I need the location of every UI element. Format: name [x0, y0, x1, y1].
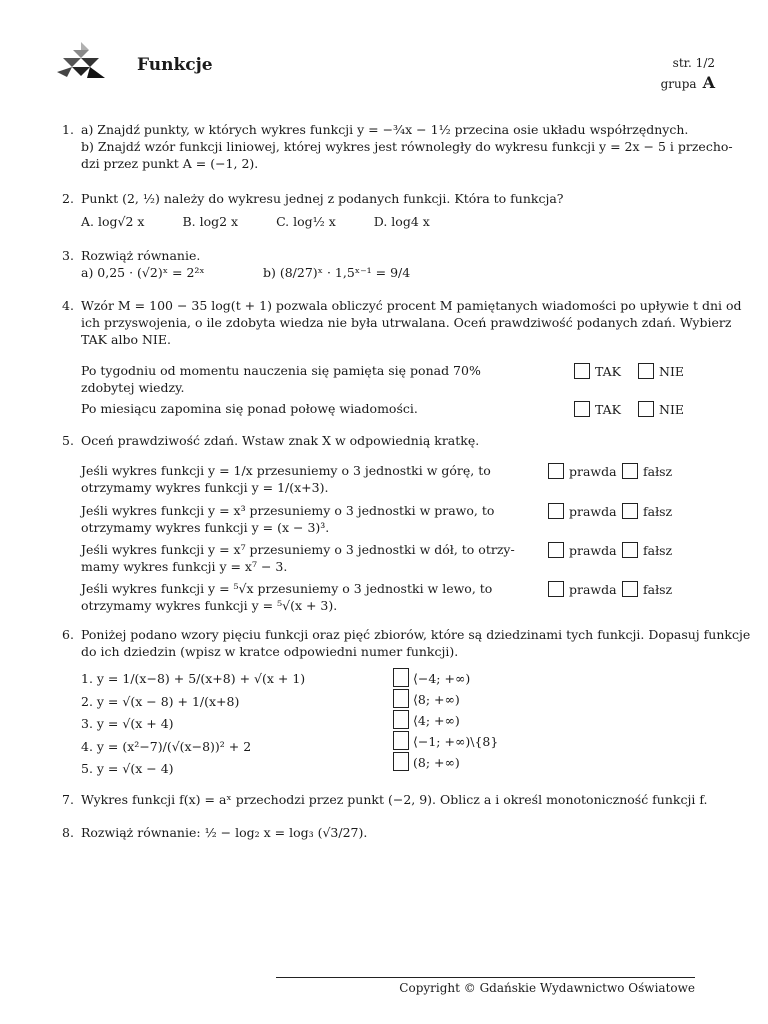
task-number: 3. — [62, 248, 74, 263]
task-1b: b) Znajdź wzór funkcji liniowej, której wykres jest równoległy do wykresu funkcji y = 2x − 5 i przecho- — [81, 139, 733, 154]
false-checkbox[interactable] — [622, 542, 638, 558]
publisher-logo — [55, 40, 107, 84]
task-3a: a) 0,25 · (√2)ˣ = 2²ˣ — [81, 265, 205, 280]
task-4-line-2: ich przyswojenia, o ile zdobyta wiedza nie była utrwalana. Oceń prawdziwość podanych zdań. Wybierz — [81, 315, 732, 330]
task-5-statements: Jeśli wykres funkcji y = 1/x przesuniemy o 3 jednostki w górę, to otrzymamy wykres funkcji y = 1/(x+3). prawda fałsz Jeśli wykres funkcji y = x³ przesuniemy o 3 jednostki w prawo, to otrzymamy wykres funkcji y = (x − 3)³. prawda fałsz Jeśli wykres funkcji y = x⁷ przesuniemy o 3 jednostki w dół, to otrzy- mamy wykres funkcji y = x⁷ − 3. prawda fałsz Jeśli wykres funkcji y = ⁵√x przesuniemy o 3 jednostki w lewo, to otrzymamy wykres funkcji y = ⁵√(x + 3). prawda fałsz — [81, 463, 673, 613]
task-number: 6. — [62, 627, 74, 642]
task-4-line-3: TAK albo NIE. — [81, 332, 171, 347]
footer-divider — [276, 977, 695, 978]
statement: Po miesiącu zapomina się ponad połowę wiadomości. — [81, 401, 418, 416]
option-a: A. log√2 x — [81, 214, 145, 229]
group-label: grupa A — [660, 73, 715, 92]
function-item: 4. y = (x²−7)/(√(x−8))² + 2 — [81, 738, 252, 754]
domain-answer-box[interactable] — [393, 710, 409, 729]
function-item: 1. y = 1/(x−8) + 5/(x+8) + √(x + 1) — [81, 671, 306, 686]
no-checkbox[interactable] — [638, 363, 654, 379]
task-8-text: Rozwiąż równanie: ½ − log₂ x = log₃ (√3/27). — [81, 825, 368, 840]
domain: (8; +∞) — [413, 755, 460, 770]
task-4-line-1: Wzór M = 100 − 35 log(t + 1) pozwala obliczyć procent M pamiętanych wiadomości po upływie t dni od — [81, 298, 742, 313]
task-1a: a) Znajdź punkty, w których wykres funkcji y = −¾x − 1½ przecina osie układu współrzędnych. — [81, 122, 689, 137]
option-b: B. log2 x — [182, 214, 239, 229]
function-list — [81, 668, 305, 781]
true-checkbox[interactable] — [548, 503, 564, 519]
task-7-text: Wykres funkcji f(x) = aˣ przechodzi przez punkt (−2, 9). Oblicz a i określ monotoniczność funkcji f. — [81, 792, 708, 807]
domain: ⟨8; +∞) — [413, 692, 460, 707]
task-2-options — [81, 213, 691, 230]
domain-answer-box[interactable] — [393, 731, 409, 750]
false-checkbox[interactable] — [622, 581, 638, 597]
task-3b: b) (8/27)ˣ · 1,5ˣ⁻¹ = 9/4 — [263, 265, 411, 280]
task-number: 4. — [62, 298, 74, 313]
domain: ⟨4; +∞) — [413, 713, 460, 728]
domain-answer-box[interactable] — [393, 668, 409, 687]
true-checkbox[interactable] — [548, 581, 564, 597]
yes-checkbox[interactable] — [574, 401, 590, 417]
task-number: 2. — [62, 191, 74, 206]
group-letter: A — [702, 73, 715, 92]
function-item: 5. y = √(x − 4) — [81, 761, 174, 776]
task-6-line-1: Poniżej podano wzory pięciu funkcji oraz pięć zbiorów, które są dziedzinami tych funkcji. Dopasuj funkcje — [81, 627, 751, 642]
task-number: 7. — [62, 792, 74, 807]
copyright: Copyright © Gdańskie Wydawnictwo Oświatowe — [399, 981, 695, 995]
task-2-text: Punkt (2, ½) należy do wykresu jednej z podanych funkcji. Która to funkcja? — [81, 191, 564, 206]
false-checkbox[interactable] — [622, 463, 638, 479]
domain-answer-box[interactable] — [393, 689, 409, 708]
page-info — [661, 53, 715, 94]
task-number: 1. — [62, 122, 74, 137]
task-4-statements: Po tygodniu od momentu nauczenia się pamięta się ponad 70% zdobytej wiedzy. TAK NIE Po miesiącu zapomina się ponad połowę wiadomości. TAK NIE — [81, 363, 684, 417]
task-number: 8. — [62, 825, 74, 840]
task-3-text: Rozwiąż równanie. — [81, 248, 201, 263]
function-item: 3. y = √(x + 4) — [81, 716, 174, 731]
domain-list — [393, 668, 498, 773]
no-checkbox[interactable] — [638, 401, 654, 417]
task-6-line-2: do ich dziedzin (wpisz w kratce odpowiedni numer funkcji). — [81, 644, 459, 659]
function-item: 2. y = √(x − 8) + 1/(x+8) — [81, 693, 240, 709]
page-title: Funkcje — [137, 55, 213, 75]
page-number: str. 1/2 — [672, 56, 715, 70]
domain: ⟨−4; +∞) — [413, 671, 471, 686]
task-1b-cont: dzi przez punkt A = (−1, 2). — [81, 156, 259, 171]
statement: Po tygodniu od momentu nauczenia się pamięta się ponad 70% zdobytej wiedzy. — [81, 363, 481, 395]
false-checkbox[interactable] — [622, 503, 638, 519]
yes-checkbox[interactable] — [574, 363, 590, 379]
domain: ⟨−1; +∞)\{8} — [413, 734, 499, 749]
task-number: 5. — [62, 433, 74, 448]
option-c: C. log½ x — [276, 214, 336, 229]
domain-answer-box[interactable] — [393, 752, 409, 771]
option-d: D. log4 x — [373, 214, 430, 229]
task-6-matching — [62, 668, 692, 780]
task-5-text: Oceń prawdziwość zdań. Wstaw znak X w odpowiednią kratkę. — [81, 433, 480, 448]
true-checkbox[interactable] — [548, 463, 564, 479]
true-checkbox[interactable] — [548, 542, 564, 558]
